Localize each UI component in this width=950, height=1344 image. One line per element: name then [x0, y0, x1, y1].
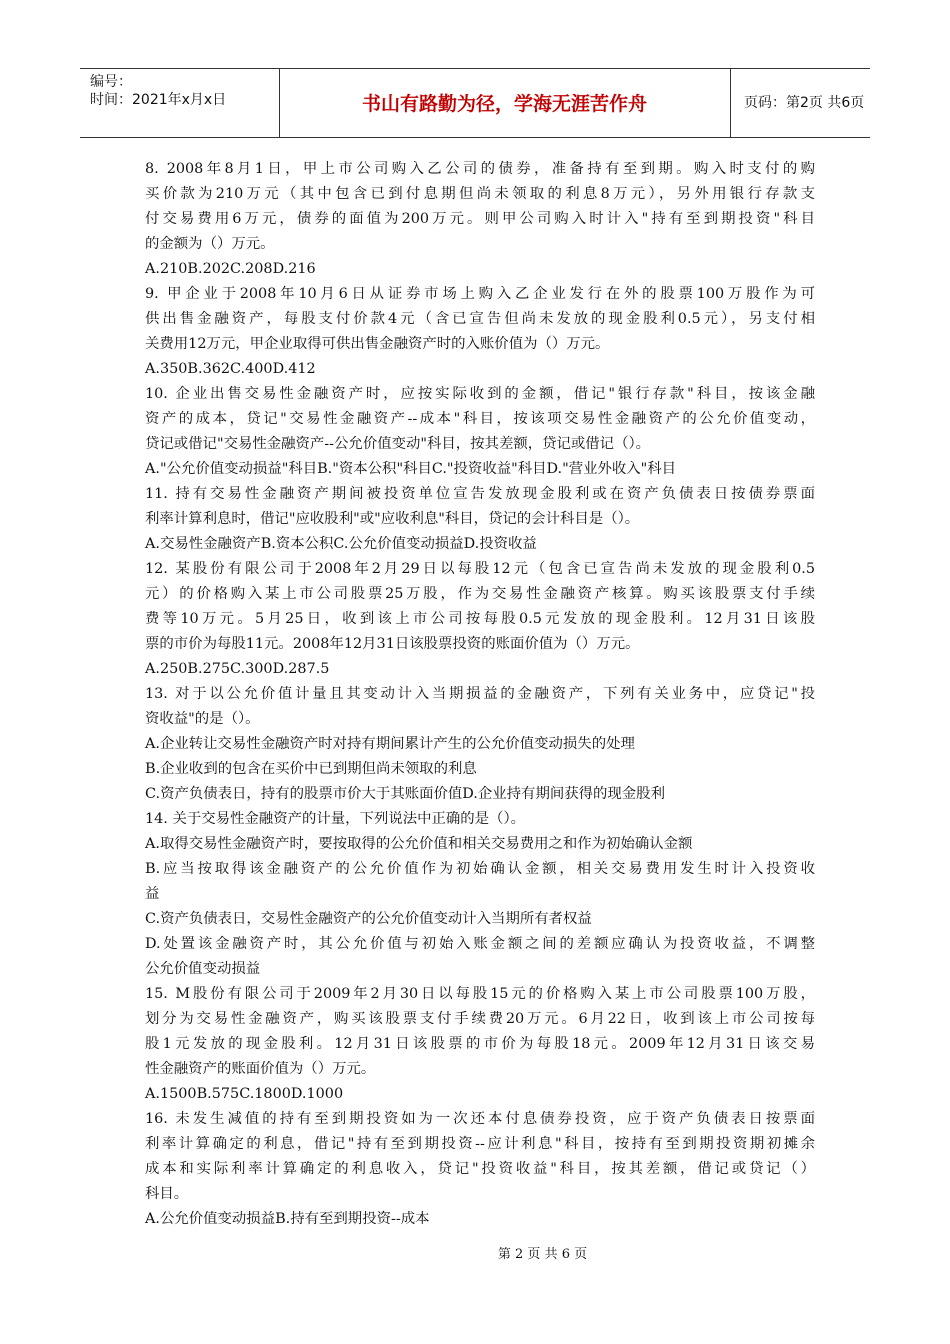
text-line: 性金融资产的账面价值为（）万元。 — [145, 1061, 376, 1077]
text-line: 12. 某股份有限公司于2008年2月29日以每股12元（包含已宣告尚未发放的现金股利0.5 — [145, 561, 815, 577]
text-line: 8. 2008年8月1日，甲上市公司购入乙公司的债券，准备持有至到期。购入时支付的购 — [145, 161, 815, 177]
text-line: A.企业转让交易性金融资产时对持有期间累计产生的公允价值变动损失的处理 — [145, 736, 635, 752]
text-line: A.1500B.575C.1800D.1000 — [145, 1086, 344, 1102]
text-line: 13. 对于以公允价值计量且其变动计入当期损益的金融资产，下列有关业务中，应贷记"投 — [145, 686, 815, 702]
text-line: A."公允价值变动损益"科目B."资本公积"科目C."投资收益"科目D."营业外收入"科目 — [145, 461, 677, 477]
text-line: 16. 未发生减值的持有至到期投资如为一次还本付息债券投资，应于资产负债表日按票面 — [145, 1111, 815, 1127]
text-line: 票的市价为每股11元。2008年12月31日该股票投资的账面价值为（）万元。 — [145, 636, 640, 652]
header-page-cell — [730, 69, 870, 137]
text-line: 14. 关于交易性金融资产的计量，下列说法中正确的是（）。 — [145, 811, 526, 827]
text-line: 贷记或借记"交易性金融资产--公允价值变动"科目，按其差额，贷记或借记（）。 — [145, 436, 651, 452]
text-line: D.处置该金融资产时，其公允价值与初始入账金额之间的差额应确认为投资收益，不调整 — [145, 936, 815, 952]
document-body — [145, 157, 815, 1232]
text-line: 元）的价格购入某上市公司股票25万股，作为交易性金融资产核算。购买该股票支付手续 — [145, 586, 815, 602]
footer-page-number: 第 2 页 共 6 页 — [497, 1247, 588, 1262]
text-line: 费等10万元。5月25日，收到该上市公司按每股0.5元发放的现金股利。12月31日该股 — [145, 611, 815, 627]
text-line: 利率计算确定的利息，借记"持有至到期投资--应计利息"科目，按持有至到期投资期初摊余 — [145, 1136, 815, 1152]
document-time-label: 时间：2021年x月x日 — [90, 92, 227, 108]
header-page-info: 页码：第2页 共6页 — [744, 95, 865, 111]
text-line: 的金额为（）万元。 — [145, 236, 275, 252]
text-line: 成本和实际利率计算确定的利息收入，贷记"投资收益"科目，按其差额，借记或贷记（） — [145, 1161, 815, 1177]
text-line: 11. 持有交易性金融资产期间被投资单位宣告发放现金股利或在资产负债表日按债券票面 — [145, 486, 815, 502]
text-line: 益 — [145, 886, 160, 902]
text-line: B.应当按取得该金融资产的公允价值作为初始确认金额，相关交易费用发生时计入投资收 — [145, 861, 815, 877]
header-info-cell — [80, 69, 280, 137]
text-line: C.资产负债表日，持有的股票市价大于其账面价值D.企业持有期间获得的现金股利 — [145, 786, 665, 802]
text-line: 关费用12万元，甲企业取得可供出售金融资产时的入账价值为（）万元。 — [145, 336, 610, 352]
text-line: A.210B.202C.208D.216 — [145, 261, 316, 277]
text-line: A.取得交易性金融资产时，要按取得的公允价值和相关交易费用之和作为初始确认金额 — [145, 836, 693, 852]
text-line: 利率计算利息时，借记"应收股利"或"应收利息"科目，贷记的会计科目是（）。 — [145, 511, 640, 527]
text-line: 买价款为210万元（其中包含已到付息期但尚未领取的利息8万元），另外用银行存款支 — [145, 186, 815, 202]
text-line: 划分为交易性金融资产，购买该股票支付手续费20万元。6月22日，收到该上市公司按每 — [145, 1011, 815, 1027]
page-footer — [0, 1246, 950, 1264]
text-line: A.公允价值变动损益B.持有至到期投资--成本 — [145, 1211, 430, 1227]
text-line: 公允价值变动损益 — [145, 961, 261, 977]
text-line: A.交易性金融资产B.资本公积C.公允价值变动损益D.投资收益 — [145, 536, 537, 552]
text-line: 10. 企业出售交易性金融资产时，应按实际收到的金额，借记"银行存款"科目，按该金融 — [145, 386, 815, 402]
text-line: 资产的成本，贷记"交易性金融资产--成本"科目，按该项交易性金融资产的公允价值变动， — [145, 411, 815, 427]
text-line: B.企业收到的包含在买价中已到期但尚未领取的利息 — [145, 761, 477, 777]
text-line: 股1元发放的现金股利。12月31日该股票的市价为每股18元。2009年12月31日该交易 — [145, 1036, 815, 1052]
text-line: 资收益"的是（）。 — [145, 711, 260, 727]
text-line: A.350B.362C.400D.412 — [145, 361, 316, 377]
text-line: 科目。 — [145, 1186, 189, 1202]
page-header — [80, 68, 870, 138]
text-line: C.资产负债表日，交易性金融资产的公允价值变动计入当期所有者权益 — [145, 911, 592, 927]
text-line: 15. M股份有限公司于2009年2月30日以每股15元的价格购入某上市公司股票100万股， — [145, 986, 815, 1002]
header-motto: 书山有路勤为径，学海无涯苦作舟 — [361, 93, 647, 115]
text-line: 供出售金融资产，每股支付价款4元（含已宣告但尚未发放的现金股利0.5元），另支付相 — [145, 311, 815, 327]
document-code-label: 编号： — [90, 74, 132, 90]
text-line: A.250B.275C.300D.287.5 — [145, 661, 330, 677]
header-motto-cell — [279, 69, 731, 137]
text-line: 9. 甲企业于2008年10月6日从证券市场上购入乙企业发行在外的股票100万股作为可 — [145, 286, 815, 302]
text-line: 付交易费用6万元，债券的面值为200万元。则甲公司购入时计入"持有至到期投资"科目 — [145, 211, 815, 227]
